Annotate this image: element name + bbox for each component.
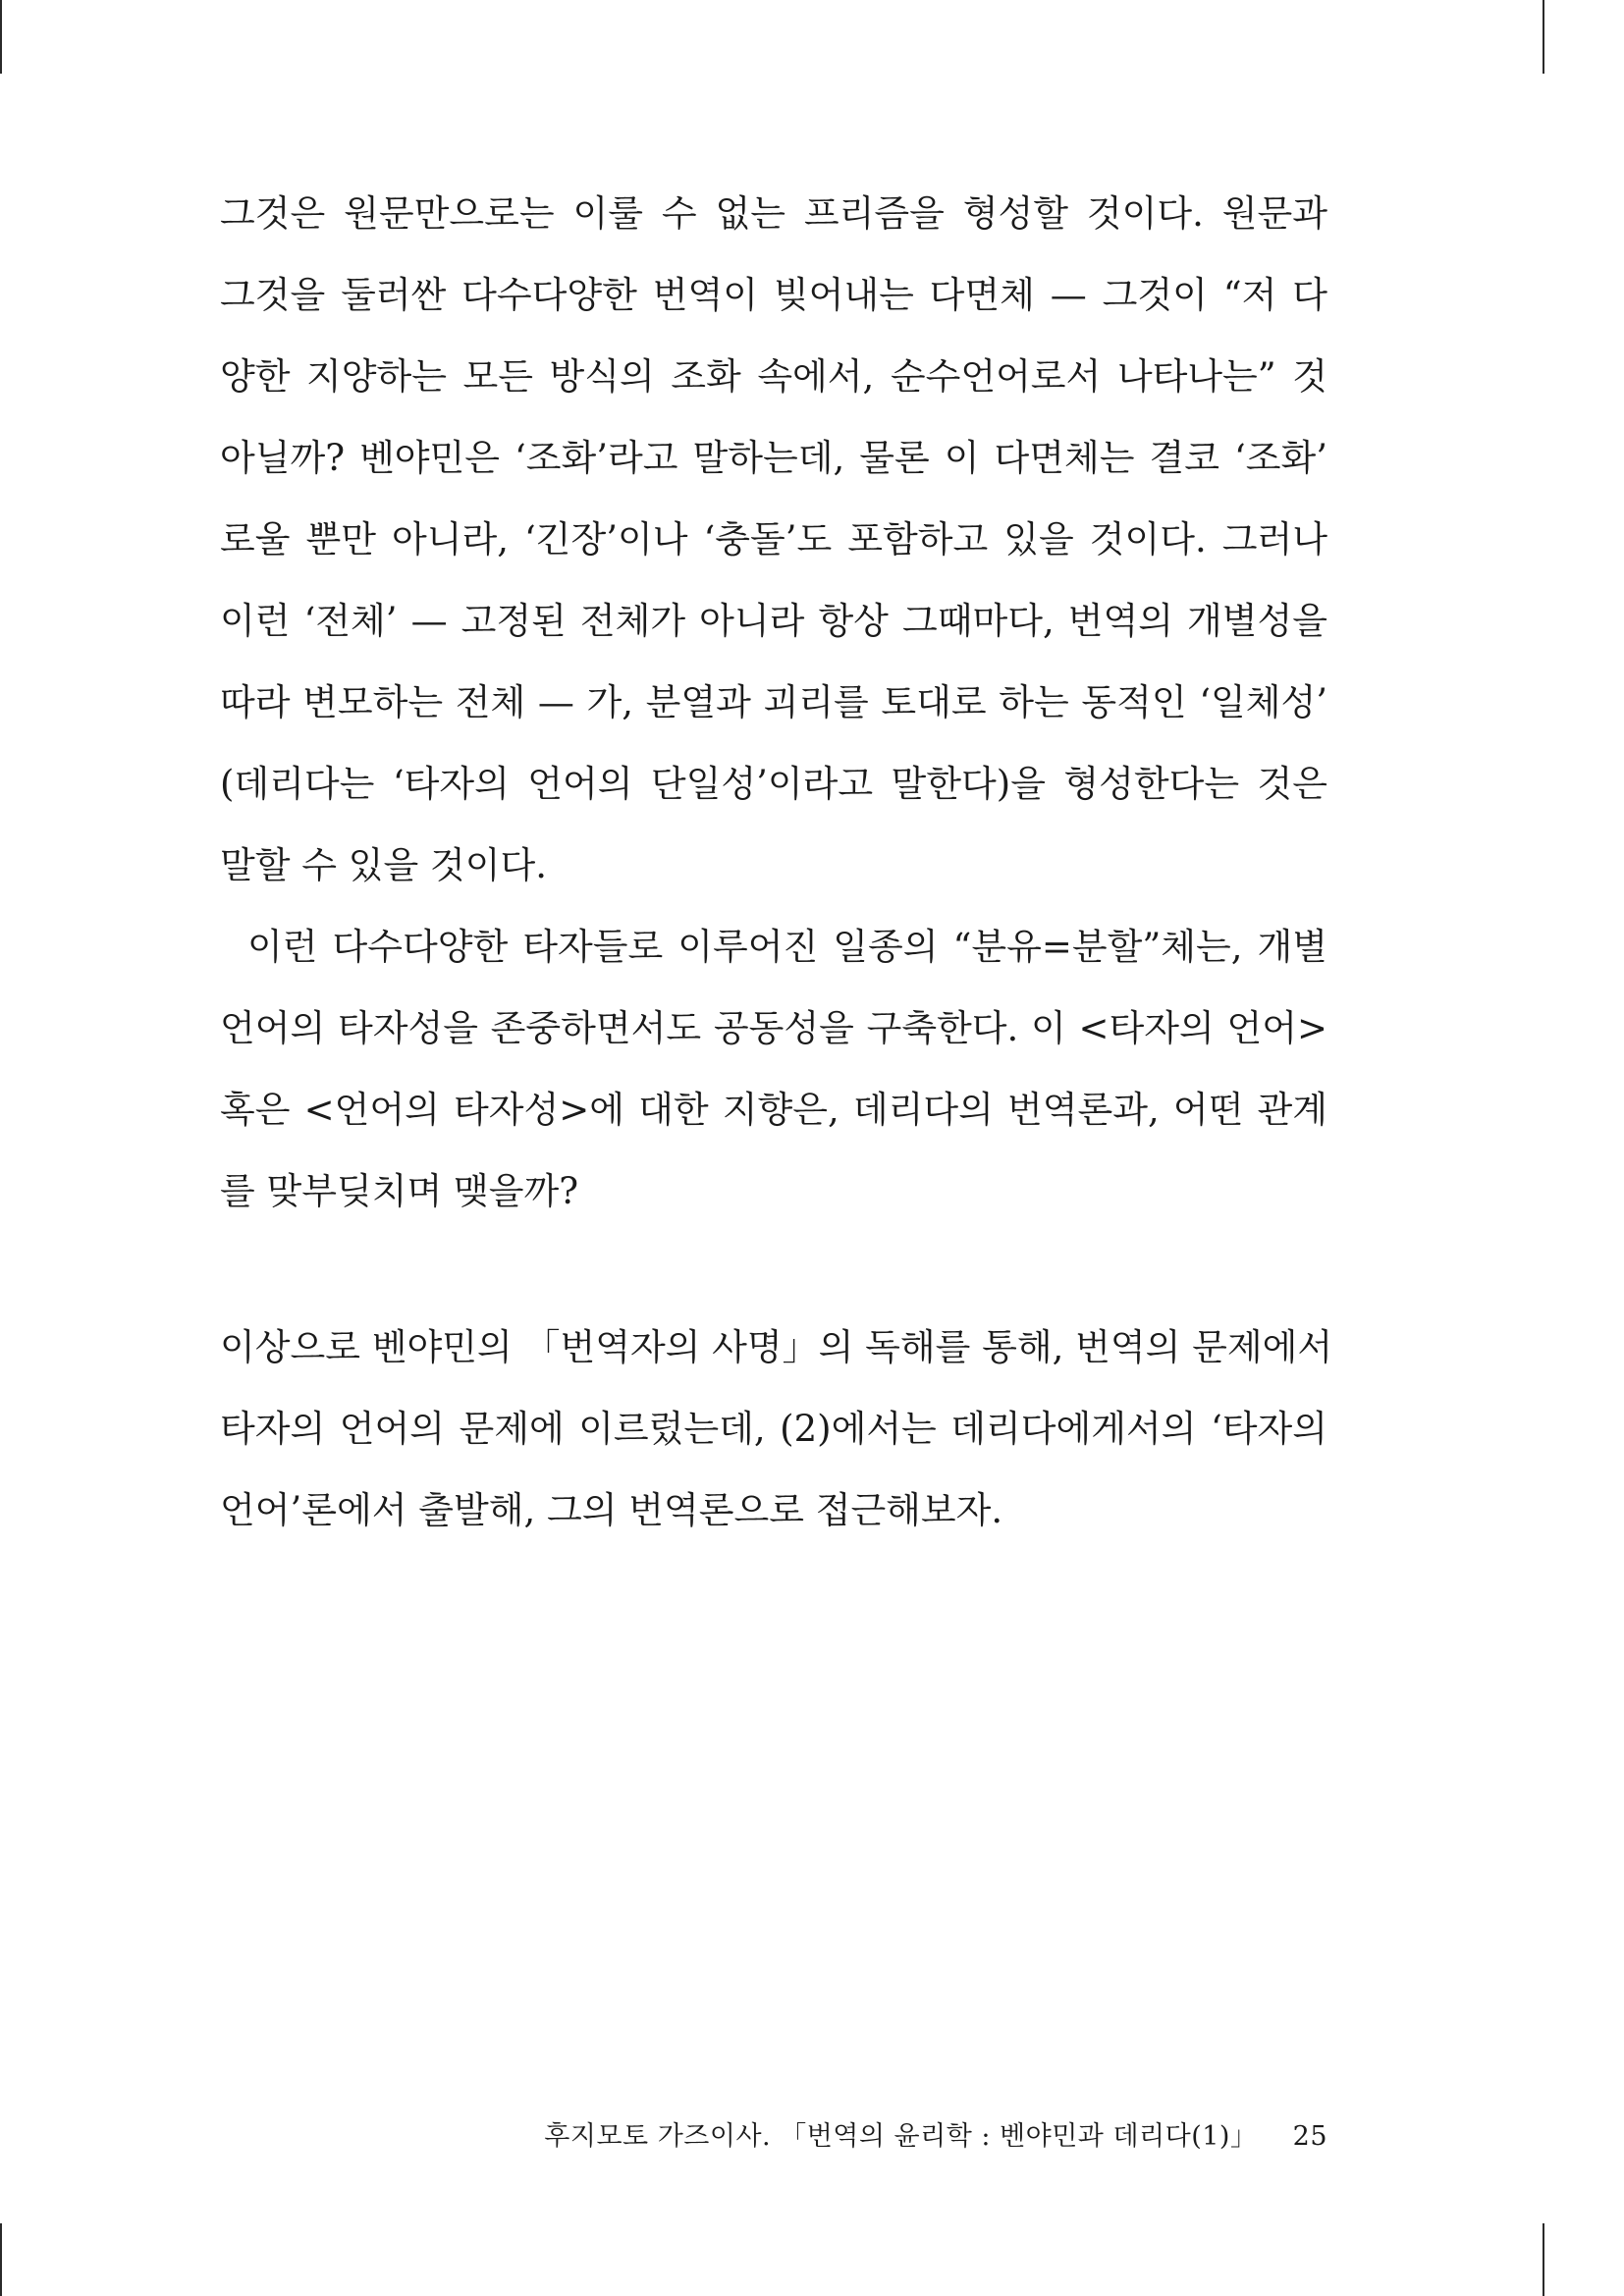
text-line: 언어의 타자성을 존중하면서도 공동성을 구축한다. 이 <타자의 언어> [220,1007,1327,1049]
page-footer [544,2117,1327,2157]
text-line: 언어’론에서 출발해, 그의 번역론으로 접근해보자. [220,1489,1003,1531]
crop-mark-top-right [1543,0,1544,74]
text-line: 말할 수 있을 것이다. [220,844,547,886]
crop-mark-top-left [0,0,2,74]
text-line: 양한 지양하는 모든 방식의 조화 속에서, 순수언어로서 나타나는” 것 [220,355,1327,398]
text-line: 그것은 원문만으로는 이룰 수 없는 프리즘을 형성할 것이다. 원문과 [220,192,1327,235]
text-line: 이상으로 벤야민의 「번역자의 사명」의 독해를 통해, 번역의 문제에서 [220,1326,1333,1368]
running-head: 후지모토 가즈이사. 「번역의 윤리학 : 벤야민과 데리다(1)」 [544,2121,1258,2152]
text-line: (데리다는 ‘타자의 언어의 단일성’이라고 말한다)을 형성한다는 것은 [220,763,1327,805]
text-line: 아닐까? 벤야민은 ‘조화’라고 말하는데, 물론 이 다면체는 결코 ‘조화’ [220,437,1327,479]
text-line: 를 맞부딪치며 맺을까? [220,1170,579,1212]
page-number: 25 [1292,2121,1327,2152]
text-line: 혹은 <언어의 타자성>에 대한 지향은, 데리다의 번역론과, 어떤 관계 [220,1089,1327,1131]
text-line: 로울 뿐만 아니라, ‘긴장’이나 ‘충돌’도 포함하고 있을 것이다. 그러나 [220,518,1327,561]
text-line: 이런 다수다양한 타자들로 이루어진 일종의 “분유=분할”체는, 개별 [247,926,1327,968]
crop-mark-bottom-right [1543,2223,1544,2296]
text-line: 타자의 언어의 문제에 이르렀는데, (2)에서는 데리다에게서의 ‘타자의 [220,1408,1327,1450]
text-line: 따라 변모하는 전체 — 가, 분열과 괴리를 토대로 하는 동적인 ‘일체성’ [220,681,1327,723]
text-line: 이런 ‘전체’ — 고정된 전체가 아니라 항상 그때마다, 번역의 개별성을 [220,600,1327,642]
crop-mark-bottom-left [0,2223,2,2296]
text-line: 그것을 둘러싼 다수다양한 번역이 빚어내는 다면체 — 그것이 “저 다 [220,274,1327,316]
